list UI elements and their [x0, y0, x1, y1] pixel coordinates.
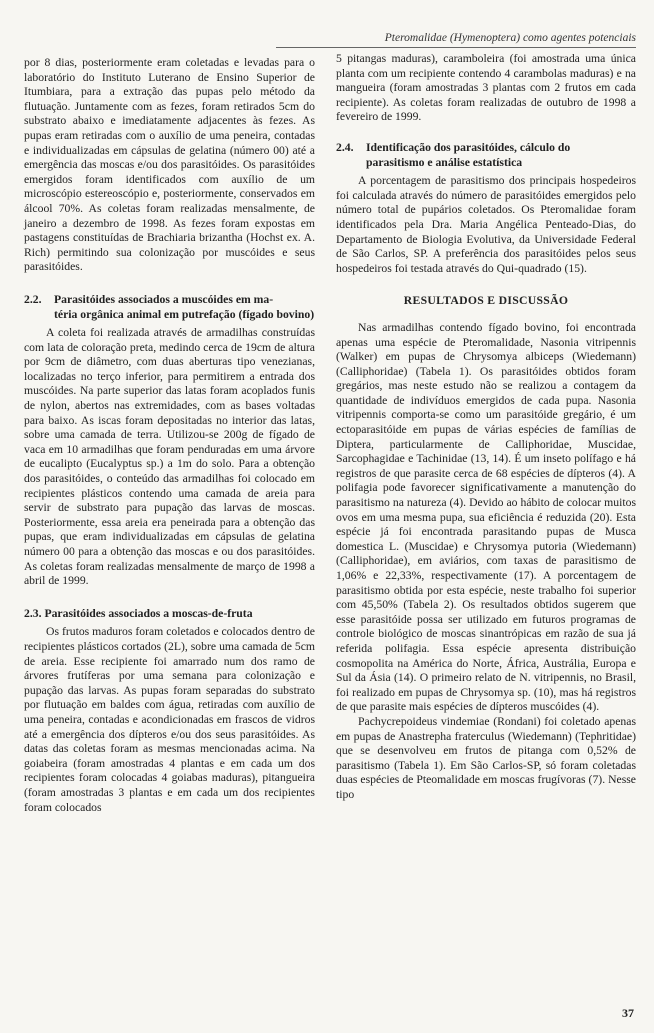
right-paragraph-2: A porcentagem de parasitismo dos principais hospedeiros foi calculada através do número de parasitóides emergidos pelo número total de pupários coletados. Os Pteromalidae foram identificados pela Dra. Maria Angélica Penteado-Dias, do Departamento de Biologia Evolutiva, da Universidade Federal de São Carlos, SP. A preferência dos parasitóides pelos seus hospedeiros foi testada através do Qui-quadrado (15).: [336, 174, 636, 275]
section-title-line-2: téria orgânica animal em putrefação (fígado bovino): [54, 307, 315, 321]
left-paragraph-3: Os frutos maduros foram coletados e colocados dentro de recipientes plásticos cortados (2L), sobre uma camada de 5cm de areia. Esse recipiente foi amarrado num dos ramo de árvores frutíferas por uma semana para colonização e pupação das larvas. As pupas foram separadas do substrato por flutuação em baldes com água, retiradas com auxílio de uma peneira, contadas e acondicionadas em frascos de vidros até a emergência dos dípteros e/ou dos seus parasitóides. As datas das coletas foram as mesmas mencionadas acima. Na goiabeira (foram amostradas 4 plantas e em cada um dos recipientes foram colocadas 4 goiabas maduras), pitangueira (foram amostradas 3 plantas e em cada um dos recipientes foram colocados: [24, 625, 315, 814]
left-paragraph-1: por 8 dias, posteriormente eram coletadas e levadas para o laboratório do Instituto Luterano de Ensino Superior de Itumbiara, para a extração das pupas pelo método da flutuação. Juntamente com as fezes, foram retirados 5cm do substrato abaixo e imediatamente adjacentes às fezes. As pupas eram retiradas com o auxílio de uma peneira, contadas e individualizadas em cápsulas de gelatina (número 00) até a emergência das moscas e/ou dos parasitóides. Os parasitóides emergidos foram identificados com auxílio de um microscópio estereoscópio e, posteriormente, conservados em álcool 70%. As coletas foram realizadas mensalmente, de janeiro a dezembro de 1998. As fezes foram expostas em pastagens constituídas de Brachiaria brizantha (Hochst ex. A. Rich) permitindo sua colonização por muscóides e seus parasitóides.: [24, 56, 315, 274]
section-title-line-2: parasitismo e análise estatística: [366, 155, 523, 169]
running-title: Pteromalidae (Hymenoptera) como agentes potenciais: [384, 32, 636, 44]
section-2-3-heading: [24, 607, 315, 622]
header-rule: [276, 47, 636, 48]
section-title: 2.3. Parasitóides associados a moscas-de-fruta: [24, 606, 253, 620]
section-number: 2.4.: [336, 140, 354, 154]
page-number: 37: [622, 1006, 634, 1020]
section-title-line-1: Identificação dos parasitóides, cálculo do: [366, 140, 571, 154]
section-2-2-heading: [24, 293, 315, 322]
section-number: 2.2.: [24, 292, 42, 306]
right-column: [336, 52, 636, 803]
right-paragraph-1: 5 pitangas maduras), caramboleira (foi amostrada uma única planta com um recipiente contendo 4 carambolas maduras) e na mangueira (foram amostradas 3 plantas com 2 frutos em cada recipiente). As coletas foram realizadas de outubro de 1998 a fevereiro de 1999.: [336, 52, 636, 124]
left-paragraph-2: A coleta foi realizada através de armadilhas construídas com lata de coloração preta, medindo cerca de 19cm de altura por 9cm de diâmetro, com duas aberturas tipo venezianas, localizadas no terço inferior, para permitirem a entrada dos muscóides. Na parte superior das latas foram acoplados funis de nylon, abertos nas extremidades, com as bases voltadas para baixo. As iscas foram depositadas no interior das latas, sobre uma camada de terra. Utilizou-se 200g de fígado de vaca em 10 armadilhas que foram penduradas em uma árvore de eucalipto (Eucalyptus sp.) a 1m do solo. Para a obtenção dos parasitóides, o conteúdo das armadilhas foi colocado em recipientes plásticos contendo uma camada de areia para servir de substrato para pupação das larvas de moscas. Posteriormente, essa areia era peneirada para a obtenção das pupas, que eram individualizadas em cápsulas de gelatina número 00 para a obtenção das moscas e ou dos parasitóides. As coletas foram realizadas mensalmente de março de 1998 a abril de 1999.: [24, 326, 315, 588]
right-paragraph-4: Pachycrepoideus vindemiae (Rondani) foi coletado apenas em pupas de Anastrepha fraterculus (Wiedemann) (Tephritidae) que se desenvolveu em frutos de pitanga com 0,52% de parasitismo (Tabela 1). Em São Carlos-SP, só foram coletadas duas espécies de Pteomalidade em moscas frugívoras (7). Nesse tipo: [336, 714, 636, 801]
left-column: [24, 56, 315, 815]
section-title-line-1: Parasitóides associados a muscóides em ma-: [54, 292, 274, 306]
right-paragraph-3: Nas armadilhas contendo fígado bovino, foi encontrada apenas uma espécie de Pteromalidade, Nasonia vitripennis (Walker) em pupas de Chrysomya albiceps (Wiedemann) (Calliphoridae) (Tabela 1). Os parasitóides obtidos foram gregários, mas neste estudo não se realizou a contagem da quantidade de indivíduos emergidos de cada pupa. Nasonia vitripennis comporta-se como um parasitóide gregário, é um ectoparasitóide em pupas de várias espécies de famílias de Diptera, particularmente de Calliphoridae, Muscidae, Sarcophagidae e Tachinidae (13, 14). É um inseto polífago e há registros de que parasite cerca de 68 espécies de dípteros (4). A polifagia pode favorecer significativamente a manutenção do parasitismo na natureza (4). Devido ao hábito de colocar muitos ovos em uma mesma pupa, sua eficiência é reduzida (20). Esta espécie já foi encontrada parasitando pupas de Musca domestica L. (Muscidae) e Chrysomya putoria (Wiedemann) (Calliphoridae), em aviários, com taxas de parasitismo de 1,06% e 22,33%, respectivamente (17). A porcentagem de parasitismo obtida por esta espécie, neste trabalho foi superior com 45,50% (Tabela 2). Os resultados obtidos sugerem que esse parasitóide possa ser utilizado em futuros programas de controle biológico de moscas sinantrópicas em razão de sua já referida polifagia. Essa espécie apresenta distribuição cosmopolita na América do Norte, África, Austrália, Europa e Sul da Ásia (14). O primeiro relato de N. vitripennis, no Brasil, foi realizado em pupas de Chrysomya sp. (10), mas há registros de que parasite mais espécies de dípteros muscóides (4).: [336, 320, 636, 714]
running-header: [276, 32, 636, 44]
results-heading: RESULTADOS E DISCUSSÃO: [403, 294, 569, 308]
section-2-4-heading: [336, 141, 636, 170]
